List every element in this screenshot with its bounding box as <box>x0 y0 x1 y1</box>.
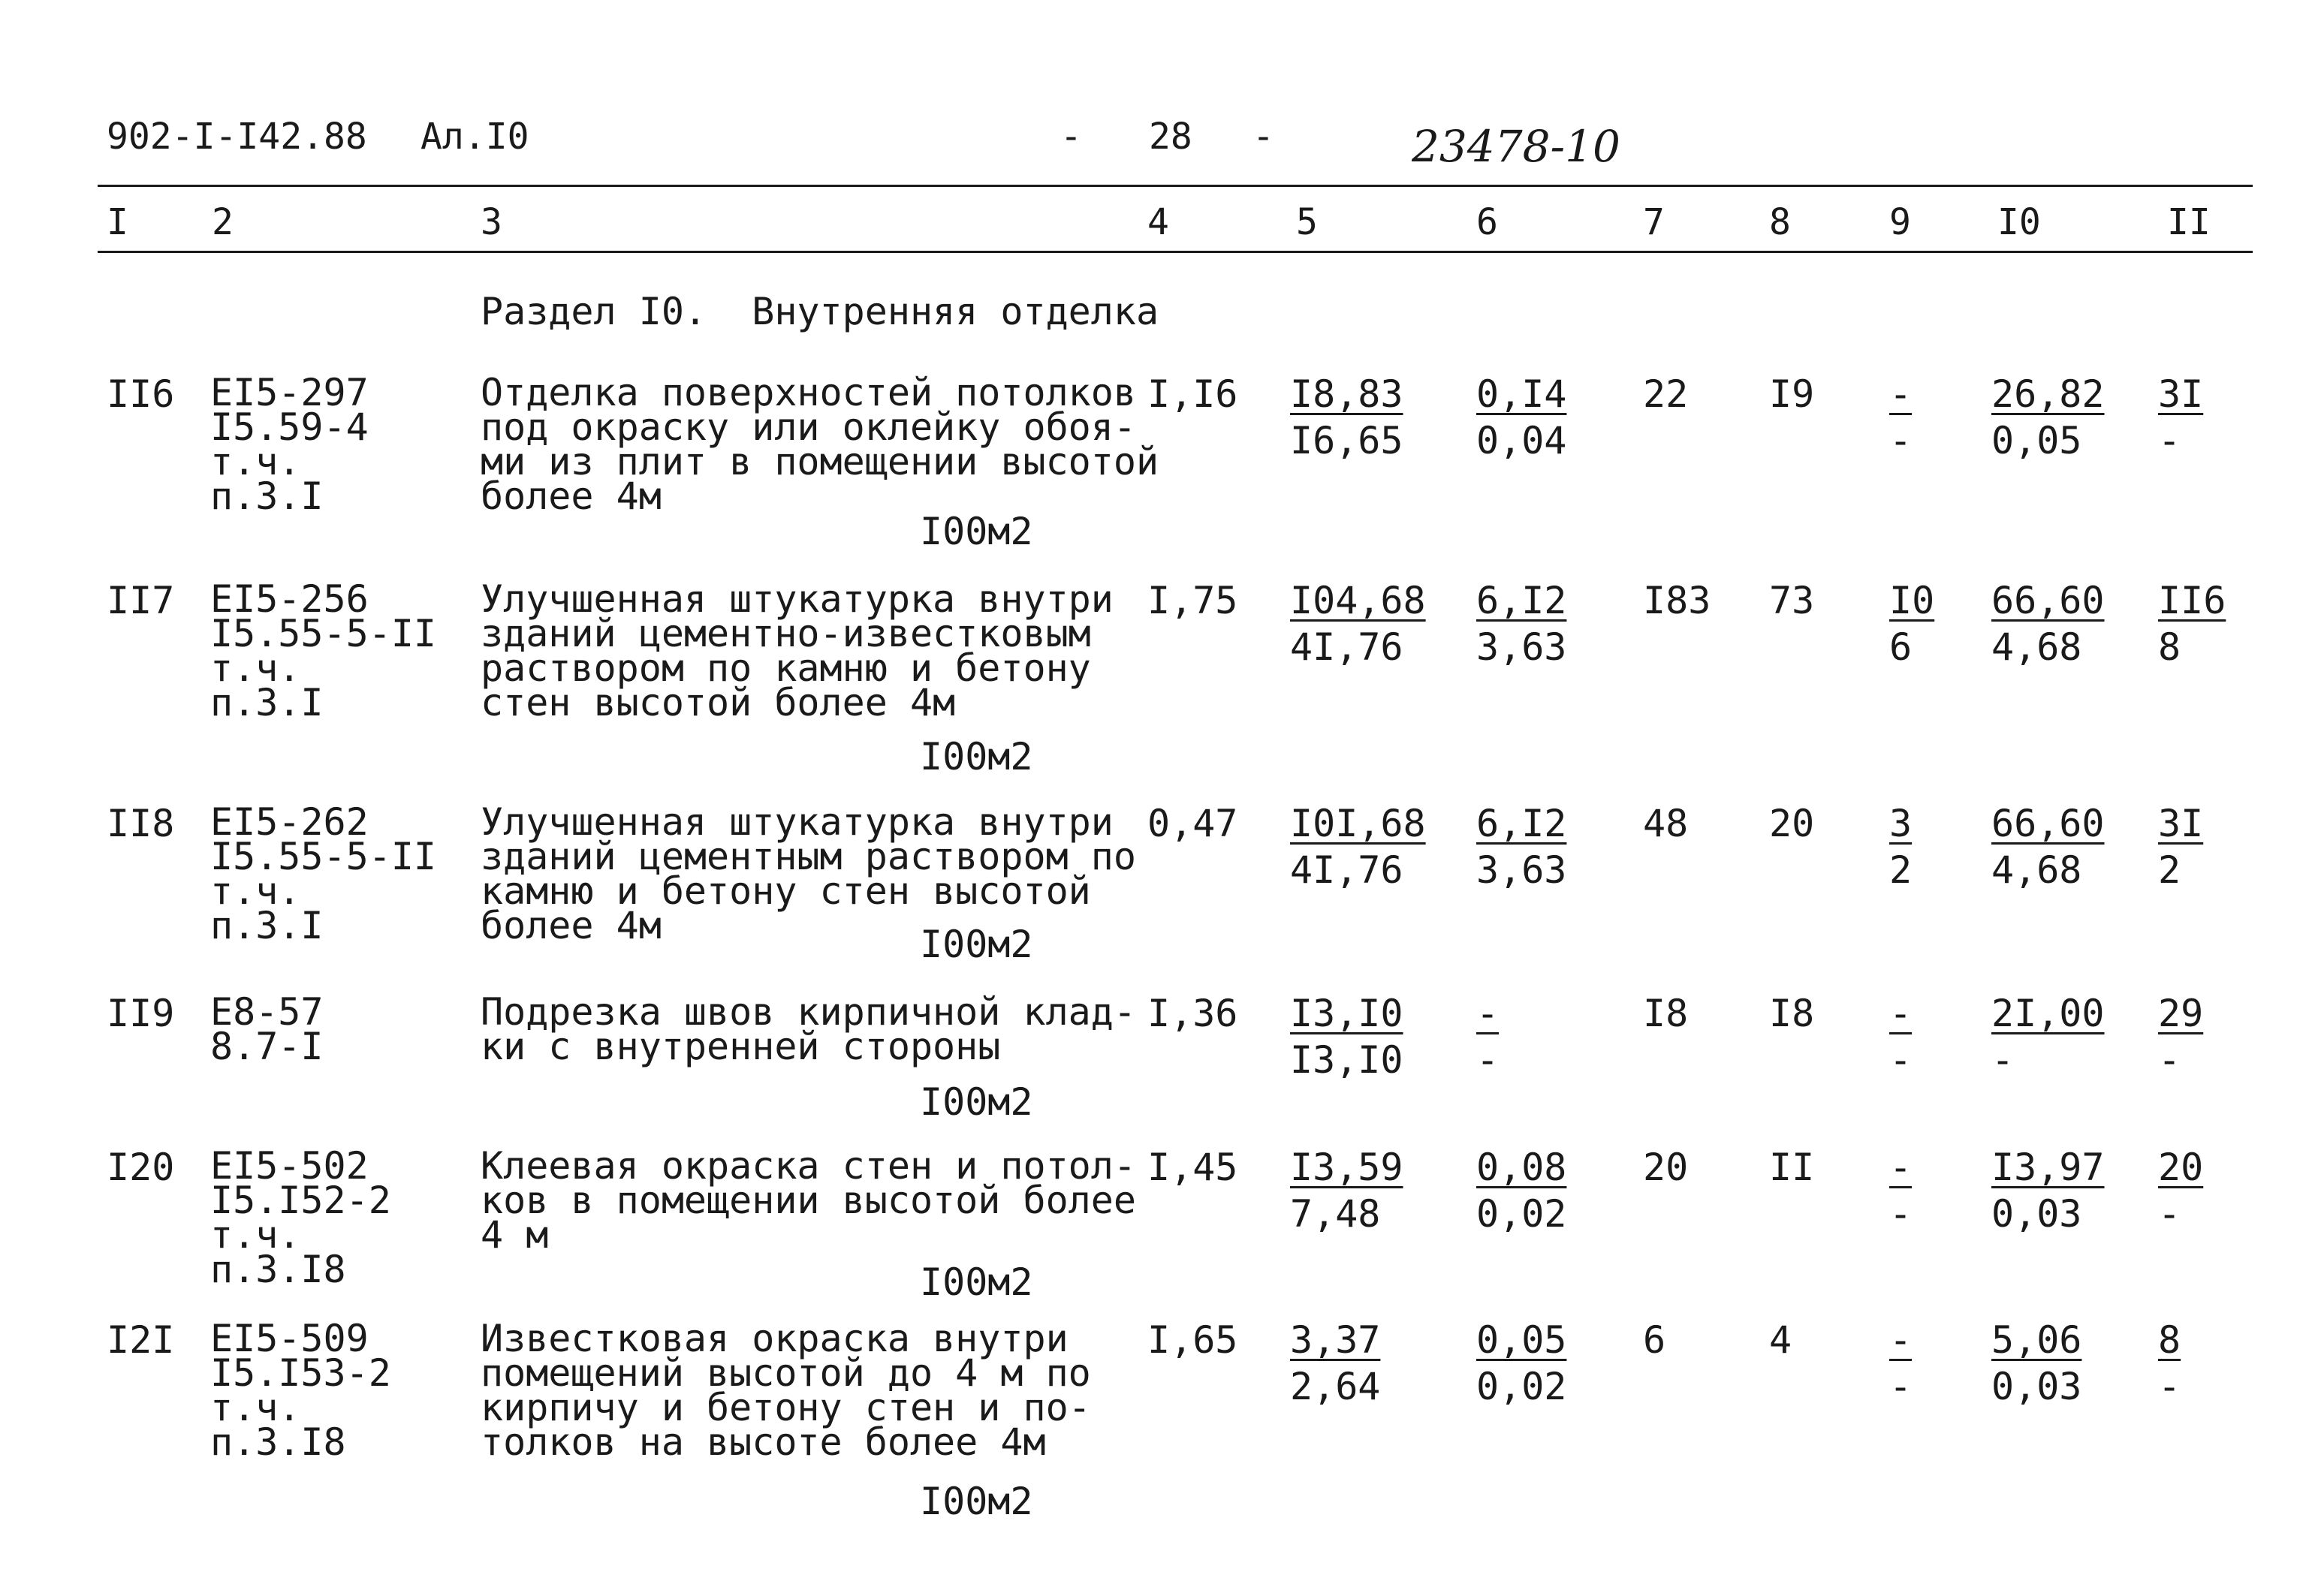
cost-total: I0I,68 <box>1290 802 1426 845</box>
machines-total: I0 <box>1889 579 1935 622</box>
cost-total: I04,68 <box>1290 579 1426 622</box>
norm-code: EI5-509 I5.I53-2 т.ч. п.3.I8 <box>210 1317 391 1464</box>
work-description: Известковая окраска внутри помещений высотой до 4 м по кирпичу и бетону стен и по- толков на высоте более 4м <box>481 1317 1091 1464</box>
machine-wages: 0,02 <box>1476 1192 1567 1236</box>
norm-code: EI5-262 I5.55-5-II т.ч. п.3.I <box>210 800 437 947</box>
machine-wages: 0,04 <box>1476 419 1567 462</box>
wages-total: 73 <box>1769 579 1815 622</box>
norm-code: E8-57 8.7-I <box>210 990 324 1068</box>
row-number: II9 <box>107 992 175 1035</box>
quantity: I,I6 <box>1147 372 1238 416</box>
measure-unit: I00м2 <box>920 1480 1033 1523</box>
cost-wages: 4I,76 <box>1290 848 1403 892</box>
machines-wages: - <box>1889 1192 1913 1236</box>
row-number: II7 <box>107 579 175 622</box>
labor-total: 29 <box>2158 992 2204 1035</box>
work-description: Улучшенная штукатурка внутри зданий цементно-известковым раствором по камню и бетону стен высотой более 4м <box>481 577 1114 724</box>
machines-total: - <box>1889 1318 1913 1362</box>
labor-per-unit: I3,97 <box>1991 1146 2105 1189</box>
wages-total: 4 <box>1769 1318 1792 1362</box>
column-header-8: 8 <box>1769 201 1791 243</box>
cost-wages: 7,48 <box>1290 1192 1381 1236</box>
labor-machinists-per-unit: 4,68 <box>1991 848 2082 892</box>
column-header-3: 3 <box>481 201 502 243</box>
cost-total: I8,83 <box>1290 372 1403 416</box>
machines-total: - <box>1889 372 1913 416</box>
measure-unit: I00м2 <box>920 1260 1033 1304</box>
row-number: II8 <box>107 802 175 845</box>
machine-wages: 3,63 <box>1476 848 1567 892</box>
labor-machinists-total: - <box>2158 1038 2181 1082</box>
work-description: Улучшенная штукатурка внутри зданий цементным раствором по камню и бетону стен высотой более 4м <box>481 800 1136 947</box>
quantity: I,36 <box>1147 992 1238 1035</box>
norm-code: EI5-297 I5.59-4 т.ч. п.3.I <box>210 371 369 518</box>
column-header-7: 7 <box>1643 201 1665 243</box>
quantity: I,65 <box>1147 1318 1238 1362</box>
machine-wages: 3,63 <box>1476 625 1567 669</box>
labor-total: II6 <box>2158 579 2226 622</box>
work-description: Клеевая окраска стен и потол- ков в помещении высотой более 4 м <box>481 1144 1136 1257</box>
row-number: I20 <box>107 1146 175 1189</box>
cost-wages: 2,64 <box>1290 1365 1381 1408</box>
handwritten-number: 23478-10 <box>1412 121 1620 172</box>
column-header-2: 2 <box>212 201 234 243</box>
norm-code: EI5-502 I5.I52-2 т.ч. п.3.I8 <box>210 1144 391 1291</box>
total-cost: 6 <box>1643 1318 1666 1362</box>
wages-total: 20 <box>1769 802 1815 845</box>
cost-wages: I3,I0 <box>1290 1038 1403 1082</box>
total-cost: 22 <box>1643 372 1689 416</box>
labor-per-unit: 66,60 <box>1991 802 2105 845</box>
column-header-1: I <box>107 201 128 243</box>
labor-machinists-per-unit: - <box>1991 1038 2015 1082</box>
machine-cost: 6,I2 <box>1476 802 1567 845</box>
machine-cost: 0,08 <box>1476 1146 1567 1189</box>
machines-wages: 2 <box>1889 848 1913 892</box>
total-cost: I8 <box>1643 992 1689 1035</box>
machine-cost: - <box>1476 992 1500 1035</box>
total-cost: 20 <box>1643 1146 1689 1189</box>
row-number: II6 <box>107 372 175 416</box>
column-header-10: I0 <box>1997 201 2041 243</box>
wages-total: I9 <box>1769 372 1815 416</box>
machines-total: - <box>1889 992 1913 1035</box>
labor-total: 3I <box>2158 802 2204 845</box>
machines-wages: - <box>1889 1365 1913 1408</box>
machine-cost: 0,I4 <box>1476 372 1567 416</box>
labor-per-unit: 66,60 <box>1991 579 2105 622</box>
labor-machinists-total: - <box>2158 1365 2181 1408</box>
cost-wages: I6,65 <box>1290 419 1403 462</box>
row-number: I2I <box>107 1318 175 1362</box>
total-cost: I83 <box>1643 579 1711 622</box>
labor-machinists-per-unit: 0,03 <box>1991 1192 2082 1236</box>
labor-total: 3I <box>2158 372 2204 416</box>
labor-machinists-total: - <box>2158 419 2181 462</box>
labor-per-unit: 5,06 <box>1991 1318 2082 1362</box>
labor-machinists-total: 8 <box>2158 625 2181 669</box>
cost-total: I3,59 <box>1290 1146 1403 1189</box>
column-header-9: 9 <box>1889 201 1911 243</box>
measure-unit: I00м2 <box>920 923 1033 966</box>
header-dash-right: - <box>1252 116 1274 158</box>
work-description: Подрезка швов кирпичной клад- ки с внутренней стороны <box>481 990 1136 1068</box>
labor-per-unit: 26,82 <box>1991 372 2105 416</box>
quantity: I,75 <box>1147 579 1238 622</box>
machine-wages: 0,02 <box>1476 1365 1567 1408</box>
total-cost: 48 <box>1643 802 1689 845</box>
labor-total: 8 <box>2158 1318 2181 1362</box>
quantity: 0,47 <box>1147 802 1238 845</box>
header-bottom-rule <box>98 251 2253 253</box>
document-code: 902-I-I42.88 <box>107 116 367 158</box>
wages-total: I8 <box>1769 992 1815 1035</box>
column-header-11: II <box>2167 201 2211 243</box>
quantity: I,45 <box>1147 1146 1238 1189</box>
measure-unit: I00м2 <box>920 510 1033 553</box>
labor-machinists-per-unit: 0,03 <box>1991 1365 2082 1408</box>
machines-total: - <box>1889 1146 1913 1189</box>
measure-unit: I00м2 <box>920 1080 1033 1124</box>
column-header-4: 4 <box>1147 201 1169 243</box>
page-number: 28 <box>1149 116 1192 158</box>
machines-wages: - <box>1889 419 1913 462</box>
cost-total: I3,I0 <box>1290 992 1403 1035</box>
column-header-6: 6 <box>1476 201 1498 243</box>
sheet-label: Ал.I0 <box>421 116 529 158</box>
column-header-5: 5 <box>1296 201 1318 243</box>
machines-total: 3 <box>1889 802 1913 845</box>
section-title: Раздел I0. Внутренняя отделка <box>481 290 1159 333</box>
labor-machinists-total: - <box>2158 1192 2181 1236</box>
measure-unit: I00м2 <box>920 735 1033 778</box>
work-description: Отделка поверхностей потолков под окраску или оклейку обоя- ми из плит в помещении высотой более 4м <box>481 371 1159 518</box>
cost-wages: 4I,76 <box>1290 625 1403 669</box>
machines-wages: - <box>1889 1038 1913 1082</box>
labor-machinists-total: 2 <box>2158 848 2181 892</box>
top-rule <box>98 185 2253 187</box>
machines-wages: 6 <box>1889 625 1913 669</box>
labor-machinists-per-unit: 4,68 <box>1991 625 2082 669</box>
labor-per-unit: 2I,00 <box>1991 992 2105 1035</box>
wages-total: II <box>1769 1146 1815 1189</box>
machine-wages: - <box>1476 1038 1500 1082</box>
machine-cost: 6,I2 <box>1476 579 1567 622</box>
labor-machinists-per-unit: 0,05 <box>1991 419 2082 462</box>
labor-total: 20 <box>2158 1146 2204 1189</box>
norm-code: EI5-256 I5.55-5-II т.ч. п.3.I <box>210 577 437 724</box>
machine-cost: 0,05 <box>1476 1318 1567 1362</box>
header-dash-left: - <box>1060 116 1082 158</box>
cost-total: 3,37 <box>1290 1318 1381 1362</box>
